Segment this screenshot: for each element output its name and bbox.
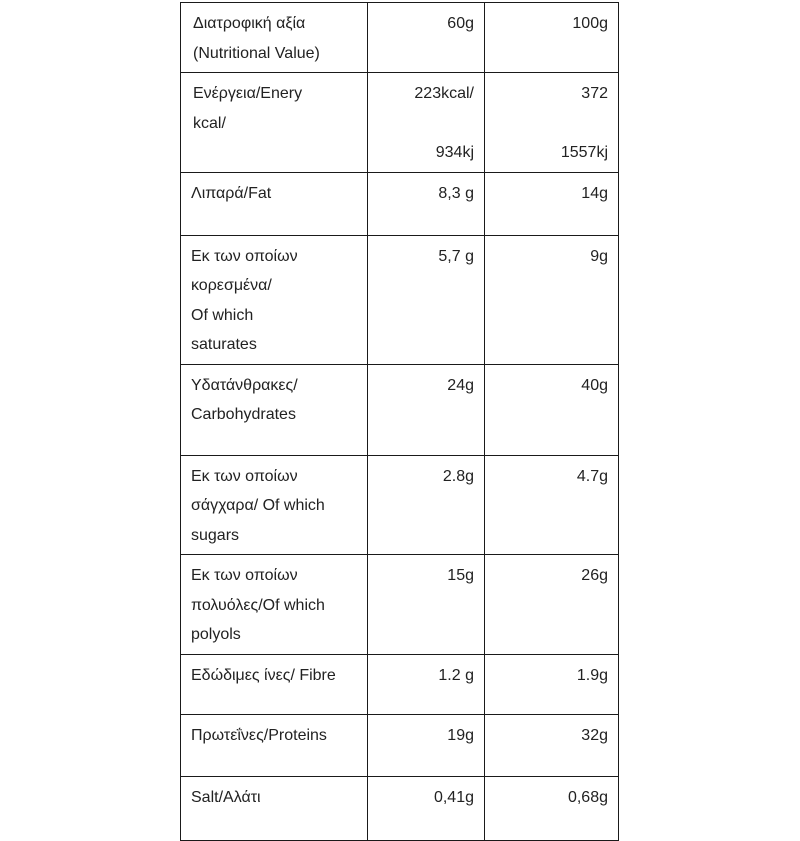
value-100g-proteins: [485, 714, 619, 776]
table-row-proteins: [181, 714, 619, 776]
value-60g-line: 60g: [447, 15, 474, 32]
table-row-sugars: [181, 455, 619, 555]
value-100g-fat: [485, 172, 619, 235]
nutrient-label-line: Διατροφική αξία: [193, 15, 306, 32]
value-60g-line: 15g: [447, 567, 474, 584]
value-60g-line: 223kcal/: [414, 85, 474, 102]
value-60g-energy: [368, 73, 485, 173]
value-60g-carbohydrates: [368, 364, 485, 455]
nutrient-label-fat: [181, 172, 368, 235]
value-100g-line: 4.7g: [576, 467, 608, 485]
nutrient-label-line: (Nutritional Value): [193, 44, 320, 62]
value-60g-line: 2.8g: [442, 467, 474, 485]
value-100g-salt: [485, 776, 619, 840]
value-100g-line: 0,68g: [567, 788, 608, 806]
nutrient-label-salt: [181, 776, 368, 840]
nutrient-label-line: Εκ των οποίων: [191, 247, 298, 265]
value-60g-header: [368, 3, 485, 73]
table-row-salt: [181, 776, 619, 840]
table-row-carbohydrates: [181, 364, 619, 455]
nutrition-table-body: [181, 3, 619, 841]
nutrient-label-line: kcal/: [193, 114, 226, 132]
value-60g-fibre: [368, 654, 485, 714]
value-60g-line: 24g: [447, 376, 474, 394]
nutrient-label-line: saturates: [191, 336, 257, 353]
value-100g-fibre: [485, 654, 619, 714]
value-60g-proteins: [368, 714, 485, 776]
table-row-header: [181, 3, 619, 73]
table-row-fat: [181, 172, 619, 235]
nutrient-label-fibre: [181, 654, 368, 714]
value-60g-fat: [368, 172, 485, 235]
value-100g-line: 372: [581, 85, 608, 102]
nutrient-label-line: Salt/Αλάτι: [191, 788, 261, 806]
nutrient-label-line: Πρωτεΐνες/Proteins: [191, 726, 327, 744]
nutrition-table: [180, 2, 619, 841]
value-60g-line: 934kj: [435, 144, 474, 161]
value-100g-line: 32g: [581, 726, 608, 744]
nutrient-label-carbohydrates: [181, 364, 368, 455]
nutrient-label-line: Υδατάνθρακες/: [191, 376, 298, 394]
value-100g-line: 40g: [581, 376, 608, 394]
value-60g-saturates: [368, 235, 485, 364]
value-100g-carbohydrates: [485, 364, 619, 455]
value-60g-line: 5,7 g: [438, 247, 474, 265]
nutrient-label-line: Ενέργεια/Enery: [193, 85, 303, 102]
value-100g-energy: [485, 73, 619, 173]
value-100g-line: 1.9g: [576, 666, 608, 684]
nutrient-label-line: Εδώδιμες ίνες/ Fibre: [191, 666, 336, 684]
value-60g-line: 1.2 g: [438, 666, 474, 684]
nutrient-label-line: Εκ των οποίων: [191, 467, 298, 485]
nutrient-label-sugars: [181, 455, 368, 555]
value-100g-line: 100g: [572, 15, 608, 32]
value-100g-line: 9g: [590, 247, 608, 265]
nutrient-label-line: sugars: [191, 526, 240, 544]
value-60g-salt: [368, 776, 485, 840]
value-100g-saturates: [485, 235, 619, 364]
table-row-energy: [181, 73, 619, 173]
value-60g-line: 19g: [447, 726, 474, 744]
value-100g-polyols: [485, 555, 619, 655]
nutrient-label-line: Carbohydrates: [191, 406, 296, 423]
nutrient-label-line: Εκ των οποίων: [191, 567, 298, 584]
value-60g-sugars: [368, 455, 485, 555]
value-100g-header: [485, 3, 619, 73]
nutrient-label-line: Λιπαρά/Fat: [191, 184, 272, 202]
nutrient-label-polyols: [181, 555, 368, 655]
value-60g-line: 0,41g: [433, 788, 474, 806]
nutrient-label-line: πολυόλες/Of which: [191, 596, 325, 614]
value-60g-line: 8,3 g: [438, 184, 474, 202]
value-100g-sugars: [485, 455, 619, 555]
table-row-polyols: [181, 555, 619, 655]
nutrient-label-header: [181, 3, 368, 73]
nutrient-label-line: κορεσμένα/: [191, 277, 272, 294]
nutrient-label-line: polyols: [191, 626, 241, 643]
nutrient-label-line: σάγχαρα/ Of which: [191, 497, 325, 514]
nutrient-label-line: Of which: [191, 306, 254, 324]
table-row-fibre: [181, 654, 619, 714]
value-60g-line: [378, 109, 474, 139]
nutrient-label-energy: [181, 73, 368, 173]
value-100g-line: 1557kj: [560, 144, 608, 161]
value-100g-line: [495, 109, 608, 139]
value-60g-polyols: [368, 555, 485, 655]
value-100g-line: 26g: [581, 567, 608, 584]
value-100g-line: 14g: [581, 184, 608, 202]
table-row-saturates: [181, 235, 619, 364]
nutrient-label-proteins: [181, 714, 368, 776]
nutrient-label-saturates: [181, 235, 368, 364]
